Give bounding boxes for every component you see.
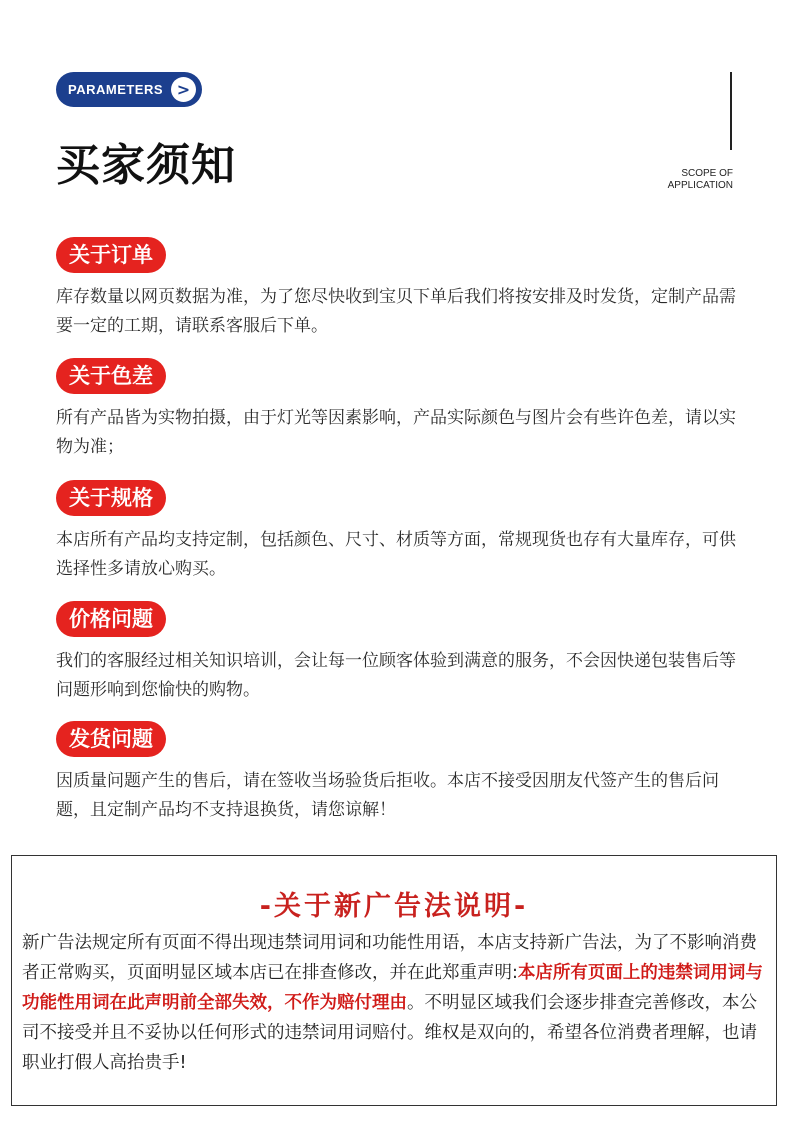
scope-line-2: APPLICATION (667, 180, 733, 191)
notice-title: -关于新广告法说明- (259, 891, 529, 922)
notice-text (22, 928, 768, 1078)
section-specification (56, 480, 746, 584)
advertising-law-notice (11, 855, 777, 1106)
section-text-specification: 本店所有产品均支持定制，包括颜色、尺寸、材质等方面，常规现货也存有大量库存，可供选择性多请放心购买。 (56, 530, 736, 579)
section-badge-specification: 关于规格 (56, 480, 166, 516)
section-badge-shipping: 发货问题 (56, 721, 166, 757)
chevron-right-icon: > (171, 77, 196, 102)
section-shipping (56, 721, 746, 825)
scope-label (668, 168, 733, 192)
section-price (56, 601, 746, 705)
section-text-shipping: 因质量问题产生的售后，请在签收当场验货后拒收。本店不接受因朋友代签产生的售后问题，且定制产品均不支持退换货，请您谅解！ (56, 771, 719, 820)
section-badge-color-difference: 关于色差 (56, 358, 166, 394)
notice-text-after: 。不明显区域我们会逐步排查完善修改，本公司不接受并且不妥协以任何形式的违禁词用词赔付。维权是双向的，希望各位消费者理解，也请职业打假人高抬贵手! (22, 993, 757, 1073)
section-order (56, 237, 746, 341)
page-title: 买家须知 (56, 140, 236, 191)
notice-text-before: 新广告法规定所有页面不得出现违禁词用词和功能性用语，本店支持新广告法，为了不影响消费者正常购买，页面明显区域本店已在排查修改，并在此郑重声明: (22, 933, 757, 983)
section-text-color-difference: 所有产品皆为实物拍摄，由于灯光等因素影响，产品实际颜色与图片会有些许色差，请以实物为准； (56, 408, 736, 457)
scope-line-1: SCOPE OF (681, 168, 733, 179)
section-badge-order: 关于订单 (56, 237, 166, 273)
parameters-pill (56, 72, 202, 107)
notice-text-highlight: 本店所有页面上的违禁词用词与功能性用词在此声明前全部失效，不作为赔付理由 (22, 963, 763, 1013)
section-color-difference (56, 358, 746, 462)
section-text-price: 我们的客服经过相关知识培训，会让每一位顾客体验到满意的服务，不会因快递包装售后等问题形响到您愉快的购物。 (56, 651, 736, 700)
parameters-label: PARAMETERS (68, 82, 164, 97)
section-badge-price: 价格问题 (56, 601, 166, 637)
section-text-order: 库存数量以网页数据为准，为了您尽快收到宝贝下单后我们将按安排及时发货，定制产品需要一定的工期，请联系客服后下单。 (56, 287, 736, 336)
vertical-divider (730, 72, 732, 150)
